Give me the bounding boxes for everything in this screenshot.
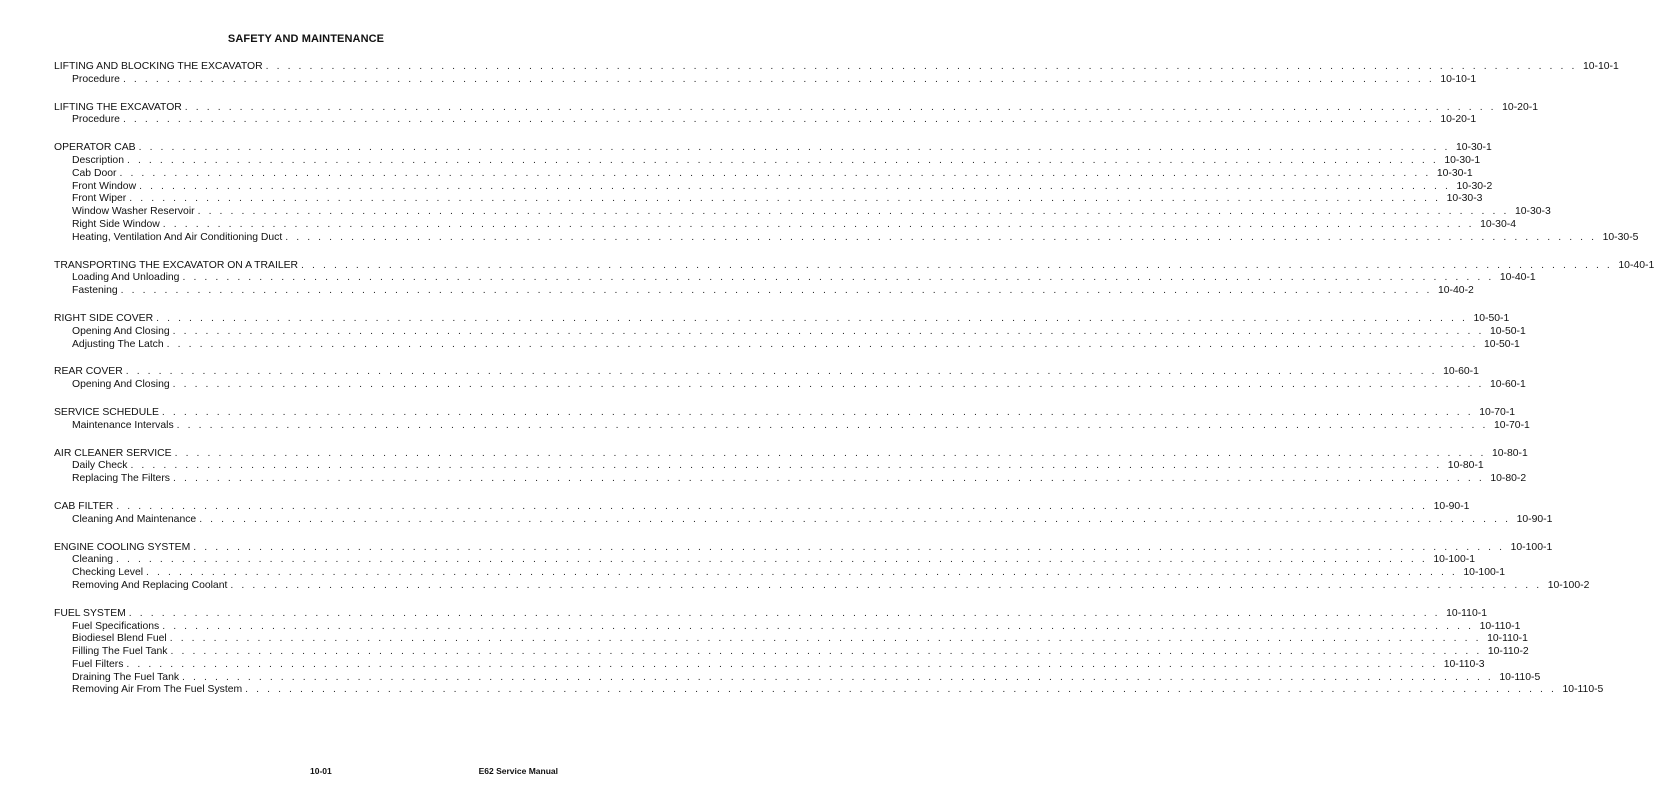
dot-leader: . . . . . . . . . . . . . . . . . . . . . . . . . . . . . . . . . . . . . . . . . . . . . . . . . . . . . . . . . . . . . . . . . . . . . . . . . . . . . . . . . . . . . . . . . . . . . . . . . . . . . . . . . . . . . . . . . . . . . . . .	[161, 406, 1474, 418]
toc-entry-page: 10-30-4	[1480, 218, 1516, 230]
dot-leader: . . . . . . . . . . . . . . . . . . . . . . . . . . . . . . . . . . . . . . . . . . . . . . . . . . . . . . . . . . . . . . . . . . . . . . . . . . . . . . . . . . . . . . . . . . . . . . . . . . . . . . . . . . . . . . . . . . . . . . . .	[116, 554, 1428, 566]
toc-entry-page: 10-70-1	[1494, 419, 1530, 431]
toc-section	[54, 312, 1526, 351]
toc-subentry	[54, 684, 1604, 697]
toc-entry-page: 10-60-1	[1443, 366, 1479, 378]
toc-entry-label: LIFTING AND BLOCKING THE EXCAVATOR	[54, 61, 263, 72]
dot-leader: . . . . . . . . . . . . . . . . . . . . . . . . . . . . . . . . . . . . . . . . . . . . . . . . . . . . . . . . . . . . . . . . . . . . . . . . . . . . . . . . . . . . . . . . . . . . . . . . . . . . . . . . . . . . . . . . . . . . . . . .	[156, 312, 1468, 324]
toc-subentry	[54, 285, 1474, 298]
toc-entry-label: Opening And Closing	[72, 325, 170, 337]
toc-subentry	[54, 620, 1521, 634]
toc-entry-label: ENGINE COOLING SYSTEM	[54, 541, 191, 553]
dot-leader: . . . . . . . . . . . . . . . . . . . . . . . . . . . . . . . . . . . . . . . . . . . . . . . . . . . . . . . . . . . . . . . . . . . . . . . . . . . . . . . . . . . . . . . . . . . . . . . . . . . . . . . . . . . . . . . . . . . . . . . .	[265, 61, 1577, 72]
toc-subentry	[54, 513, 1553, 527]
toc-entry-label: Biodiesel Blend Fuel	[72, 633, 167, 645]
toc-entry-page: 10-30-3	[1514, 206, 1551, 218]
toc-entry-page: 10-60-1	[1489, 379, 1526, 391]
toc-section-heading	[54, 406, 1516, 420]
toc-entry-page: 10-80-2	[1490, 473, 1527, 485]
toc-entry-label: Filling The Fuel Tank	[72, 646, 168, 658]
dot-leader: . . . . . . . . . . . . . . . . . . . . . . . . . . . . . . . . . . . . . . . . . . . . . . . . . . . . . . . . . . . . . . . . . . . . . . . . . . . . . . . . . . . . . . . . . . . . . . . . . . . . . . . . . . . . . . . . . . . . . . . .	[182, 272, 1494, 284]
toc-entry-label: Removing And Replacing Coolant	[72, 579, 228, 591]
toc-entry-label: CAB FILTER	[54, 500, 114, 512]
dot-leader: . . . . . . . . . . . . . . . . . . . . . . . . . . . . . . . . . . . . . . . . . . . . . . . . . . . . . . . . . . . . . . . . . . . . . . . . . . . . . . . . . . . . . . . . . . . . . . . . . . . . . . . . . . . . . . . . . . . . . . . .	[146, 567, 1458, 579]
toc-entry-label: Replacing The Filters	[72, 473, 170, 485]
dot-leader: . . . . . . . . . . . . . . . . . . . . . . . . . . . . . . . . . . . . . . . . . . . . . . . . . . . . . . . . . . . . . . . . . . . . . . . . . . . . . . . . . . . . . . . . . . . . . . . . . . . . . . . . . . . . . . . . . . . . . . . .	[129, 193, 1441, 205]
toc-subentry	[54, 231, 1639, 245]
toc-entry-label: SERVICE SCHEDULE	[54, 406, 159, 418]
dot-leader: . . . . . . . . . . . . . . . . . . . . . . . . . . . . . . . . . . . . . . . . . . . . . . . . . . . . . . . . . . . . . . . . . . . . . . . . . . . . . . . . . . . . . . . . . . . . . . . . . . . . . . . . . . . . . . . . . . . . . . . .	[172, 379, 1484, 391]
toc-entry-page: 10-80-1	[1447, 460, 1484, 472]
dot-leader: . . . . . . . . . . . . . . . . . . . . . . . . . . . . . . . . . . . . . . . . . . . . . . . . . . . . . . . . . . . . . . . . . . . . . . . . . . . . . . . . . . . . . . . . . . . . . . . . . . . . . . . . . . . . . . . . . . . . . . . .	[193, 541, 1505, 553]
toc-section-heading	[54, 500, 1470, 514]
toc-subentry	[54, 154, 1481, 168]
toc-section-heading	[54, 142, 1492, 155]
toc-section	[54, 406, 1530, 433]
footer-page-number: 10-01	[310, 766, 332, 776]
toc-entry-label: Procedure	[72, 114, 120, 126]
dot-leader: . . . . . . . . . . . . . . . . . . . . . . . . . . . . . . . . . . . . . . . . . . . . . . . . . . . . . . . . . . . . . . . . . . . . . . . . . . . . . . . . . . . . . . . . . . . . . . . . . . . . . . . . . . . . . . . . . . . . . . . .	[245, 684, 1557, 696]
toc-entry-page: 10-90-1	[1516, 513, 1553, 525]
toc-subentry	[54, 633, 1528, 646]
toc-section-heading	[54, 259, 1654, 273]
toc-entry-page: 10-110-1	[1479, 620, 1521, 632]
toc-entry-page: 10-50-1	[1473, 312, 1510, 324]
toc-entry-label: Cab Door	[72, 167, 117, 179]
dot-leader: . . . . . . . . . . . . . . . . . . . . . . . . . . . . . . . . . . . . . . . . . . . . . . . . . . . . . . . . . . . . . . . . . . . . . . . . . . . . . . . . . . . . . . . . . . . . . . . . . . . . . . . . . . . . . . . . . . . . . . . .	[197, 206, 1509, 218]
toc-entry-page: 10-50-1	[1489, 325, 1526, 337]
toc-entry-label: Fuel Filters	[72, 658, 124, 670]
toc-subentry	[54, 180, 1493, 194]
footer-manual-title: E62 Service Manual	[478, 766, 558, 776]
dot-leader: . . . . . . . . . . . . . . . . . . . . . . . . . . . . . . . . . . . . . . . . . . . . . . . . . . . . . . . . . . . . . . . . . . . . . . . . . . . . . . . . . . . . . . . . . . . . . . . . . . . . . . . . . . . . . . . . . . . . . . . .	[138, 142, 1450, 154]
toc-section-heading	[54, 541, 1553, 555]
toc-section	[54, 447, 1528, 486]
toc-entry-label: Daily Check	[72, 460, 128, 472]
toc-entry-page: 10-100-1	[1433, 554, 1475, 566]
toc-entry-page: 10-110-3	[1443, 658, 1485, 670]
toc-subentry	[54, 167, 1473, 181]
toc-entry-page: 10-20-1	[1502, 101, 1538, 113]
toc-entry-label: Fastening	[72, 285, 118, 297]
table-of-contents	[54, 61, 1654, 712]
toc-entry-label: LIFTING THE EXCAVATOR	[54, 101, 182, 113]
toc-section	[54, 500, 1553, 527]
page-title: SAFETY AND MAINTENANCE	[227, 33, 385, 45]
toc-entry-page: 10-40-1	[1499, 272, 1536, 284]
toc-entry-label: Window Washer Reservoir	[72, 206, 195, 218]
toc-section-heading	[54, 607, 1487, 621]
dot-leader: . . . . . . . . . . . . . . . . . . . . . . . . . . . . . . . . . . . . . . . . . . . . . . . . . . . . . . . . . . . . . . . . . . . . . . . . . . . . . . . . . . . . . . . . . . . . . . . . . . . . . . . . . . . . . . . . . . . . . . . .	[166, 338, 1479, 350]
toc-entry-label: Removing Air From The Fuel System	[72, 684, 243, 696]
dot-leader: . . . . . . . . . . . . . . . . . . . . . . . . . . . . . . . . . . . . . . . . . . . . . . . . . . . . . . . . . . . . . . . . . . . . . . . . . . . . . . . . . . . . . . . . . . . . . . . . . . . . . . . . . . . . . . . . . . . . . . . .	[173, 473, 1485, 485]
toc-entry-label: Opening And Closing	[72, 379, 170, 391]
dot-leader: . . . . . . . . . . . . . . . . . . . . . . . . . . . . . . . . . . . . . . . . . . . . . . . . . . . . . . . . . . . . . . . . . . . . . . . . . . . . . . . . . . . . . . . . . . . . . . . . . . . . . . . . . . . . . . . . . . . . . . . .	[119, 167, 1431, 179]
toc-subentry	[54, 325, 1526, 339]
toc-entry-label: AIR CLEANER SERVICE	[54, 447, 172, 459]
toc-entry-page: 10-40-1	[1618, 259, 1654, 271]
toc-entry-label: TRANSPORTING THE EXCAVATOR ON A TRAILER	[54, 259, 299, 271]
toc-entry-page: 10-30-1	[1444, 154, 1481, 166]
toc-entry-page: 10-110-5	[1499, 671, 1541, 683]
toc-subentry	[54, 379, 1526, 392]
dot-leader: . . . . . . . . . . . . . . . . . . . . . . . . . . . . . . . . . . . . . . . . . . . . . . . . . . . . . . . . . . . . . . . . . . . . . . . . . . . . . . . . . . . . . . . . . . . . . . . . . . . . . . . . . . . . . . . . . . . . . . . .	[169, 633, 1482, 645]
toc-entry-page: 10-100-1	[1510, 541, 1553, 553]
dot-leader: . . . . . . . . . . . . . . . . . . . . . . . . . . . . . . . . . . . . . . . . . . . . . . . . . . . . . . . . . . . . . . . . . . . . . . . . . . . . . . . . . . . . . . . . . . . . . . . . . . . . . . . . . . . . . . . . . . . . . . . .	[116, 500, 1428, 512]
toc-entry-label: Right Side Window	[72, 218, 160, 230]
toc-entry-page: 10-30-3	[1446, 193, 1483, 205]
dot-leader: . . . . . . . . . . . . . . . . . . . . . . . . . . . . . . . . . . . . . . . . . . . . . . . . . . . . . . . . . . . . . . . . . . . . . . . . . . . . . . . . . . . . . . . . . . . . . . . . . . . . . . . . . . . . . . . . . . . . . . . .	[285, 231, 1597, 243]
dot-leader: . . . . . . . . . . . . . . . . . . . . . . . . . . . . . . . . . . . . . . . . . . . . . . . . . . . . . . . . . . . . . . . . . . . . . . . . . . . . . . . . . . . . . . . . . . . . . . . . . . . . . . . . . . . . . . . . . . . . . . . .	[182, 671, 1494, 683]
dot-leader: . . . . . . . . . . . . . . . . . . . . . . . . . . . . . . . . . . . . . . . . . . . . . . . . . . . . . . . . . . . . . . . . . . . . . . . . . . . . . . . . . . . . . . . . . . . . . . . . . . . . . . . . . . . . . . . . . . . . . . . .	[170, 646, 1482, 658]
toc-entry-page: 10-110-1	[1487, 633, 1528, 645]
dot-leader: . . . . . . . . . . . . . . . . . . . . . . . . . . . . . . . . . . . . . . . . . . . . . . . . . . . . . . . . . . . . . . . . . . . . . . . . . . . . . . . . . . . . . . . . . . . . . . . . . . . . . . . . . . . . . . . . . . . . . . . .	[301, 259, 1613, 271]
dot-leader: . . . . . . . . . . . . . . . . . . . . . . . . . . . . . . . . . . . . . . . . . . . . . . . . . . . . . . . . . . . . . . . . . . . . . . . . . . . . . . . . . . . . . . . . . . . . . . . . . . . . . . . . . . . . . . . . . . . . . . . .	[122, 73, 1435, 85]
toc-section-heading	[54, 61, 1619, 74]
toc-subentry	[54, 460, 1484, 473]
toc-entry-label: Procedure	[72, 73, 120, 85]
toc-subentry	[54, 272, 1536, 285]
dot-leader: . . . . . . . . . . . . . . . . . . . . . . . . . . . . . . . . . . . . . . . . . . . . . . . . . . . . . . . . . . . . . . . . . . . . . . . . . . . . . . . . . . . . . . . . . . . . . . . . . . . . . . . . . . . . . . . . . . . . . . . .	[162, 218, 1475, 230]
toc-subentry	[54, 338, 1520, 352]
toc-subentry	[54, 658, 1485, 672]
dot-leader: . . . . . . . . . . . . . . . . . . . . . . . . . . . . . . . . . . . . . . . . . . . . . . . . . . . . . . . . . . . . . . . . . . . . . . . . . . . . . . . . . . . . . . . . . . . . . . . . . . . . . . . . . . . . . . . . . . . . . . . .	[174, 447, 1486, 459]
dot-leader: . . . . . . . . . . . . . . . . . . . . . . . . . . . . . . . . . . . . . . . . . . . . . . . . . . . . . . . . . . . . . . . . . . . . . . . . . . . . . . . . . . . . . . . . . . . . . . . . . . . . . . . . . . . . . . . . . . . . . . . .	[184, 101, 1497, 113]
toc-section-heading	[54, 447, 1528, 461]
dot-leader: . . . . . . . . . . . . . . . . . . . . . . . . . . . . . . . . . . . . . . . . . . . . . . . . . . . . . . . . . . . . . . . . . . . . . . . . . . . . . . . . . . . . . . . . . . . . . . . . . . . . . . . . . . . . . . . . . . . . . . . .	[128, 607, 1441, 619]
toc-section	[54, 259, 1654, 298]
toc-entry-label: Fuel Specifications	[72, 620, 160, 632]
toc-entry-label: Heating, Ventilation And Air Conditioning Duct	[72, 231, 283, 243]
toc-section-heading	[54, 312, 1510, 326]
dot-leader: . . . . . . . . . . . . . . . . . . . . . . . . . . . . . . . . . . . . . . . . . . . . . . . . . . . . . . . . . . . . . . . . . . . . . . . . . . . . . . . . . . . . . . . . . . . . . . . . . . . . . . . . . . . . . . . . . . . . . . . .	[126, 658, 1438, 670]
toc-entry-page: 10-30-2	[1456, 180, 1493, 192]
toc-entry-page: 10-80-1	[1491, 447, 1528, 459]
toc-subentry	[54, 193, 1483, 206]
dot-leader: . . . . . . . . . . . . . . . . . . . . . . . . . . . . . . . . . . . . . . . . . . . . . . . . . . . . . . . . . . . . . . . . . . . . . . . . . . . . . . . . . . . . . . . . . . . . . . . . . . . . . . . . . . . . . . . . . . . . . . . .	[122, 114, 1435, 126]
toc-entry-page: 10-30-1	[1436, 167, 1473, 179]
toc-subentry	[54, 473, 1527, 486]
dot-leader: . . . . . . . . . . . . . . . . . . . . . . . . . . . . . . . . . . . . . . . . . . . . . . . . . . . . . . . . . . . . . . . . . . . . . . . . . . . . . . . . . . . . . . . . . . . . . . . . . . . . . . . . . . . . . . . . . . . . . . . .	[139, 180, 1451, 192]
toc-section	[54, 607, 1604, 698]
toc-subentry	[54, 567, 1505, 580]
toc-section	[54, 366, 1526, 392]
dot-leader: . . . . . . . . . . . . . . . . . . . . . . . . . . . . . . . . . . . . . . . . . . . . . . . . . . . . . . . . . . . . . . . . . . . . . . . . . . . . . . . . . . . . . . . . . . . . . . . . . . . . . . . . . . . . . . . . . . . . . . . .	[199, 513, 1511, 525]
dot-leader: . . . . . . . . . . . . . . . . . . . . . . . . . . . . . . . . . . . . . . . . . . . . . . . . . . . . . . . . . . . . . . . . . . . . . . . . . . . . . . . . . . . . . . . . . . . . . . . . . . . . . . . . . . . . . . . . . . . . . . . .	[125, 366, 1438, 378]
dot-leader: . . . . . . . . . . . . . . . . . . . . . . . . . . . . . . . . . . . . . . . . . . . . . . . . . . . . . . . . . . . . . . . . . . . . . . . . . . . . . . . . . . . . . . . . . . . . . . . . . . . . . . . . . . . . . . . . . . . . . . . .	[162, 620, 1474, 632]
toc-entry-page: 10-70-1	[1479, 406, 1516, 418]
toc-entry-label: REAR COVER	[54, 366, 123, 378]
toc-entry-label: Loading And Unloading	[72, 272, 180, 284]
toc-entry-label: Front Wiper	[72, 193, 127, 205]
toc-entry-label: RIGHT SIDE COVER	[54, 312, 154, 324]
toc-subentry	[54, 218, 1516, 232]
toc-entry-page: 10-110-1	[1446, 607, 1487, 619]
toc-section	[54, 541, 1590, 593]
toc-entry-page: 10-10-1	[1440, 73, 1477, 85]
toc-entry-page: 10-20-1	[1440, 114, 1477, 126]
toc-subentry	[54, 646, 1529, 659]
dot-leader: . . . . . . . . . . . . . . . . . . . . . . . . . . . . . . . . . . . . . . . . . . . . . . . . . . . . . . . . . . . . . . . . . . . . . . . . . . . . . . . . . . . . . . . . . . . . . . . . . . . . . . . . . . . . . . . . . . . . . . . .	[120, 285, 1432, 297]
toc-subentry	[54, 73, 1477, 87]
dot-leader: . . . . . . . . . . . . . . . . . . . . . . . . . . . . . . . . . . . . . . . . . . . . . . . . . . . . . . . . . . . . . . . . . . . . . . . . . . . . . . . . . . . . . . . . . . . . . . . . . . . . . . . . . . . . . . . . . . . . . . . .	[230, 579, 1542, 591]
toc-entry-page: 10-30-1	[1455, 142, 1492, 154]
toc-subentry	[54, 554, 1475, 567]
toc-entry-label: FUEL SYSTEM	[54, 607, 126, 619]
toc-entry-page: 10-100-1	[1463, 567, 1505, 579]
toc-entry-page: 10-10-1	[1582, 61, 1619, 72]
toc-section-heading	[54, 366, 1479, 379]
toc-entry-label: Maintenance Intervals	[72, 419, 174, 431]
toc-entry-label: Front Window	[72, 180, 137, 192]
dot-leader: . . . . . . . . . . . . . . . . . . . . . . . . . . . . . . . . . . . . . . . . . . . . . . . . . . . . . . . . . . . . . . . . . . . . . . . . . . . . . . . . . . . . . . . . . . . . . . . . . . . . . . . . . . . . . . . . . . . . . . . .	[126, 154, 1439, 166]
toc-section	[54, 142, 1639, 244]
toc-subentry	[54, 579, 1590, 593]
toc-entry-label: Draining The Fuel Tank	[72, 671, 180, 683]
toc-entry-page: 10-100-2	[1547, 579, 1590, 591]
toc-subentry	[54, 671, 1541, 685]
toc-entry-page: 10-90-1	[1433, 500, 1470, 512]
toc-entry-page: 10-50-1	[1484, 338, 1520, 350]
toc-entry-page: 10-40-2	[1438, 285, 1474, 297]
toc-subentry	[54, 419, 1530, 433]
toc-entry-label: OPERATOR CAB	[54, 142, 136, 154]
toc-section	[54, 61, 1619, 87]
toc-entry-page: 10-110-5	[1562, 684, 1604, 696]
dot-leader: . . . . . . . . . . . . . . . . . . . . . . . . . . . . . . . . . . . . . . . . . . . . . . . . . . . . . . . . . . . . . . . . . . . . . . . . . . . . . . . . . . . . . . . . . . . . . . . . . . . . . . . . . . . . . . . . . . . . . . . .	[130, 460, 1442, 472]
toc-subentry	[54, 206, 1551, 219]
toc-entry-label: Adjusting The Latch	[72, 338, 164, 350]
toc-entry-label: Cleaning And Maintenance	[72, 513, 197, 525]
toc-entry-page: 10-30-5	[1602, 231, 1639, 243]
toc-entry-page: 10-110-2	[1487, 646, 1529, 658]
toc-entry-label: Checking Level	[72, 567, 144, 579]
dot-leader: . . . . . . . . . . . . . . . . . . . . . . . . . . . . . . . . . . . . . . . . . . . . . . . . . . . . . . . . . . . . . . . . . . . . . . . . . . . . . . . . . . . . . . . . . . . . . . . . . . . . . . . . . . . . . . . . . . . . . . . .	[176, 419, 1489, 431]
toc-entry-label: Description	[72, 154, 124, 166]
toc-section	[54, 101, 1538, 128]
toc-subentry	[54, 114, 1477, 127]
toc-entry-label: Cleaning	[72, 554, 114, 566]
toc-section-heading	[54, 101, 1538, 115]
dot-leader: . . . . . . . . . . . . . . . . . . . . . . . . . . . . . . . . . . . . . . . . . . . . . . . . . . . . . . . . . . . . . . . . . . . . . . . . . . . . . . . . . . . . . . . . . . . . . . . . . . . . . . . . . . . . . . . . . . . . . . . .	[172, 325, 1484, 337]
